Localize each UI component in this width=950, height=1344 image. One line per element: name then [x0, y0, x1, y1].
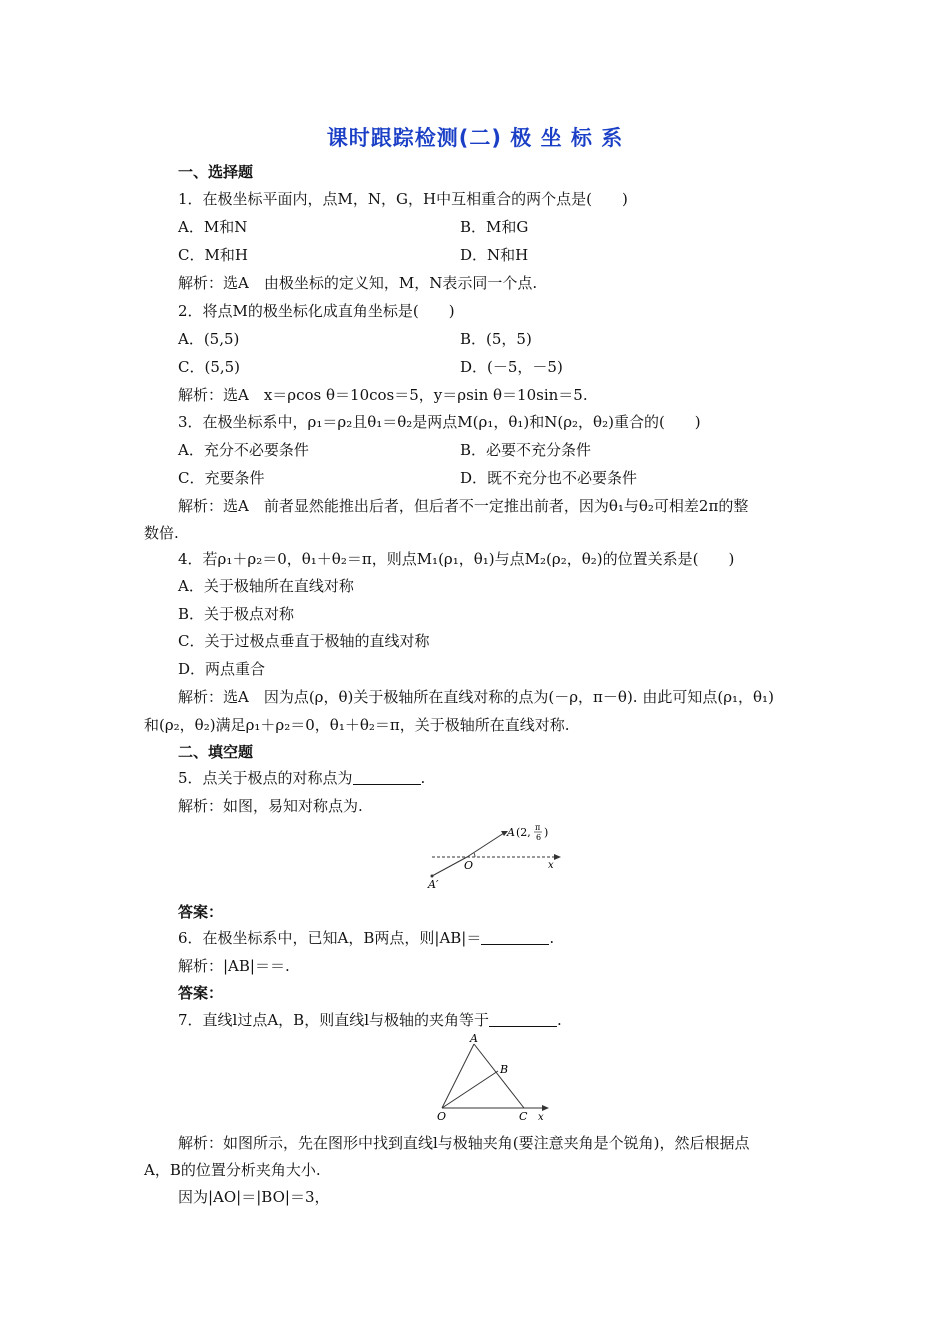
- q5-stem-end: .: [420, 769, 426, 787]
- q6-answer: 答案：: [178, 984, 224, 1002]
- q3-option-d: D．既不充分也不必要条件: [460, 469, 638, 487]
- polar-axis-arrow: [554, 854, 561, 860]
- q4-option-b: B．关于极点对称: [178, 605, 295, 623]
- q1-stem: 1．在极坐标平面内，点M，N，G，H中互相重合的两个点是( ): [178, 190, 628, 208]
- q5-answer: 答案：: [178, 903, 224, 921]
- label-frac-den: 6: [536, 833, 542, 842]
- q5-figure: [420, 820, 570, 892]
- q6-stem-text: 6．在极坐标系中，已知A，B两点，则|AB|＝: [178, 929, 482, 947]
- section-heading-fill: 二、填空题: [178, 743, 254, 761]
- q3-option-b: B．必要不充分条件: [460, 441, 592, 459]
- label-a: A: [507, 826, 515, 839]
- q4-option-d: D．两点重合: [178, 660, 266, 678]
- q2-stem: 2．将点M的极坐标化成直角坐标是( ): [178, 302, 455, 320]
- q6-stem: [178, 928, 554, 948]
- q7-figure: [432, 1034, 557, 1124]
- q1-option-c: C．M和H: [178, 246, 248, 264]
- page-title: 课时跟踪检测(二) 极 坐 标 系: [326, 126, 624, 150]
- q7-stem-end: .: [557, 1011, 562, 1029]
- q2-option-b: B．(5，5): [460, 330, 532, 348]
- polar-axis-arrow: [542, 1105, 549, 1111]
- q3-analysis: 解析：选A 前者显然能推出后者，但后者不一定推出前者，因为θ₁与θ₂可相差2π的整: [178, 497, 749, 515]
- q4-analysis-cont: 和(ρ₂，θ₂)满足ρ₁＋ρ₂＝0，θ₁＋θ₂＝π，关于极轴所在直线对称.: [144, 716, 570, 734]
- q5-stem: [178, 768, 425, 788]
- q1-option-a: A．M和N: [178, 218, 248, 236]
- q7-analysis: 解析：如图所示，先在图形中找到直线l与极轴夹角(要注意夹角是个锐角)，然后根据点: [178, 1134, 750, 1152]
- q2-option-a: A．(5,5): [178, 330, 240, 348]
- q2-option-d: D．(－5，－5): [460, 358, 563, 376]
- q3-stem: 3．在极坐标系中，ρ₁＝ρ₂且θ₁＝θ₂是两点M(ρ₁，θ₁)和N(ρ₂，θ₂)重合的( ): [178, 413, 701, 431]
- label-o: O: [464, 859, 474, 872]
- q6-analysis: 解析：|AB|＝＝.: [178, 957, 290, 975]
- label-b: B: [500, 1063, 509, 1076]
- label-a: A: [470, 1034, 478, 1045]
- q2-analysis: 解析：选A x＝ρcos θ＝10cos＝5，y＝ρsin θ＝10sin＝5.: [178, 386, 588, 404]
- q3-analysis-cont: 数倍.: [144, 524, 179, 542]
- q6-stem-end: .: [549, 929, 555, 947]
- q5-stem-text: 5．点关于极点的对称点为: [178, 769, 353, 787]
- label-x: x: [548, 860, 554, 871]
- label-coord-open: (2,: [516, 826, 531, 839]
- q6-answer-blank: [481, 930, 549, 945]
- q3-option-a: A．充分不必要条件: [178, 441, 309, 459]
- q1-option-d: D．N和H: [460, 246, 529, 264]
- q4-option-a: A．关于极轴所在直线对称: [178, 577, 354, 595]
- label-x: x: [538, 1112, 544, 1123]
- label-c: C: [519, 1110, 528, 1123]
- segment-ac: [474, 1044, 524, 1108]
- q7-stem-text: 7．直线l过点A，B，则直线l与极轴的夹角等于: [178, 1011, 489, 1029]
- segment-oa: [442, 1044, 474, 1108]
- ray-oa: [467, 833, 504, 857]
- q5-analysis: 解析：如图，易知对称点为.: [178, 797, 363, 815]
- q7-analysis-cont2: 因为|AO|＝|BO|＝3，: [178, 1188, 330, 1206]
- q7-analysis-cont: A，B的位置分析夹角大小.: [144, 1161, 321, 1179]
- q3-option-c: C．充要条件: [178, 469, 265, 487]
- label-frac-num: π: [535, 823, 541, 832]
- q4-stem: 4．若ρ₁＋ρ₂＝0，θ₁＋θ₂＝π，则点M₁(ρ₁，θ₁)与点M₂(ρ₂，θ₂)的位置关系是( ): [178, 550, 735, 568]
- angle-arc: [474, 853, 475, 857]
- ray-oa-prime: [432, 857, 467, 876]
- q5-answer-blank: [353, 770, 421, 785]
- q7-answer-blank: [489, 1012, 557, 1027]
- q1-option-b: B．M和G: [460, 218, 529, 236]
- q1-analysis: 解析：选A 由极坐标的定义知，M，N表示同一个点.: [178, 274, 538, 292]
- q7-stem: [178, 1010, 562, 1030]
- q4-option-c: C．关于过极点垂直于极轴的直线对称: [178, 632, 430, 650]
- label-a-prime: A′: [428, 878, 439, 891]
- q2-option-c: C．(5,5): [178, 358, 241, 376]
- label-coord-close: ): [544, 826, 549, 839]
- section-heading-choice: 一、选择题: [178, 163, 254, 181]
- segment-ob: [442, 1071, 498, 1108]
- q4-analysis: 解析：选A 因为点(ρ，θ)关于极轴所在直线对称的点为(－ρ，π－θ). 由此可知点(ρ₁，θ₁): [178, 688, 774, 706]
- label-o: O: [437, 1110, 447, 1123]
